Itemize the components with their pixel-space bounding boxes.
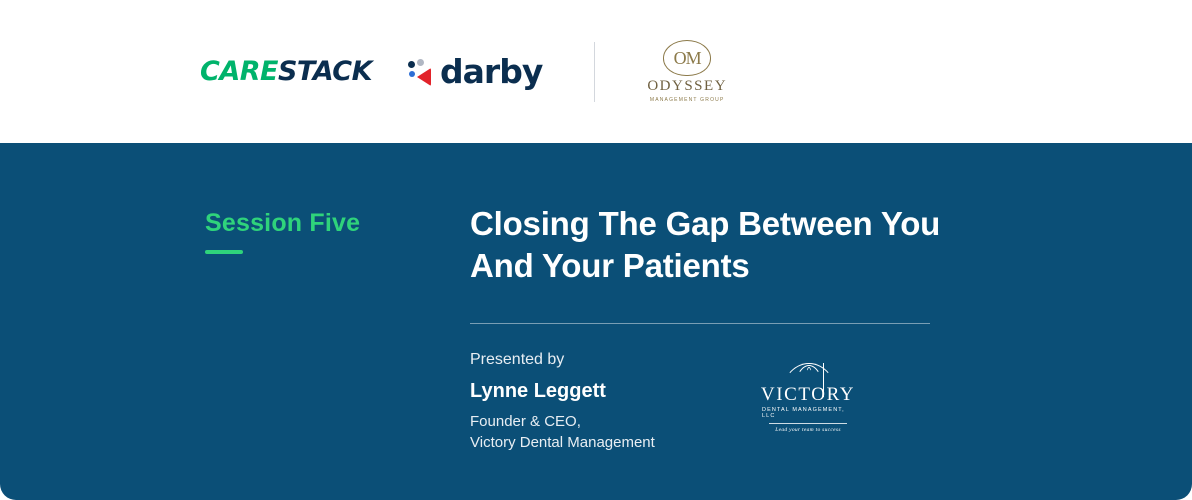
- speaker-role-line-1: Founder & CEO,: [470, 413, 581, 431]
- carestack-logo: [200, 56, 372, 87]
- odyssey-logo: [647, 40, 727, 103]
- partner-logo-row: [200, 40, 727, 103]
- darby-mark-icon: [408, 59, 434, 85]
- darby-wordmark: darby: [440, 52, 543, 91]
- page-title: Closing The Gap Between You And Your Patients: [470, 205, 941, 285]
- slide-header: [0, 0, 1192, 143]
- carestack-logo-part-one: CARE: [200, 56, 278, 87]
- victory-wordmark: VICTORY: [760, 384, 856, 405]
- victory-subtitle: DENTAL MANAGEMENT, LLC: [762, 407, 845, 419]
- victory-tagline: Lead your team to success: [775, 427, 841, 433]
- presented-by-label: Presented by: [470, 351, 565, 369]
- odyssey-monogram-icon: [663, 40, 711, 76]
- odyssey-wordmark: ODYSSEY: [647, 78, 728, 94]
- slide-body: [0, 143, 1192, 500]
- slide-content: [470, 203, 990, 453]
- darby-logo: [408, 52, 542, 91]
- speaker-role: [470, 411, 990, 453]
- odyssey-subtitle: MANAGEMENT GROUP: [649, 97, 725, 103]
- session-label: Session Five: [205, 209, 361, 237]
- content-divider: [470, 323, 930, 324]
- victory-dental-logo: [762, 361, 854, 433]
- carestack-logo-part-two: STACK: [277, 56, 373, 87]
- logo-divider: [594, 42, 595, 102]
- speaker-role-line-2: Victory Dental Management: [470, 434, 655, 452]
- session-underline: [205, 250, 243, 254]
- speaker-name: Lynne Leggett: [470, 380, 606, 403]
- odyssey-monogram-text: OM: [673, 47, 701, 68]
- victory-divider: [769, 423, 847, 424]
- session-block: [205, 209, 445, 254]
